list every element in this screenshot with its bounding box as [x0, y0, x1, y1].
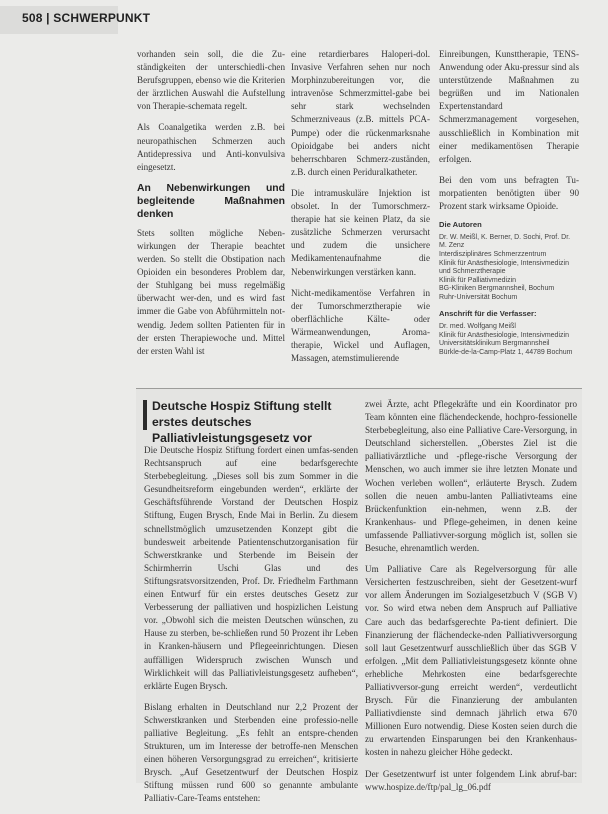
page-number: 508: [22, 11, 43, 25]
affiliation: Klinik für Palliativmedizin: [439, 276, 517, 284]
body-paragraph: Nicht-medikamentöse Verfahren in der Tumorschmerztherapie wie oberflächliche Kälte- oder Wärmeanwendungen, Aroma-therapie, Wickel und Auflagen, Massagen, atemstimulierende: [291, 287, 430, 364]
subheading: An Nebenwirkungen und begleitende Maßnahmen denken: [137, 182, 285, 220]
article-column-2: [291, 48, 430, 373]
author-names: Dr. W. Meißl, K. Berner, D. Sochi, Prof. Dr. M. Zenz: [439, 233, 571, 250]
correspondence-line: Bürkle-de-la-Camp-Platz 1, 44789 Bochum: [439, 348, 573, 356]
correspondence-name: Dr. med. Wolfgang Meißl: [439, 323, 516, 331]
affiliation: Interdisziplinäres Schmerzzentrum: [439, 250, 547, 258]
correspondence-line: Klinik für Anästhesiologie, Intensivmedizin: [439, 331, 569, 339]
box-paragraph: Um Palliative Care als Regelversorgung für alle Versicherten festzuschreiben, sieht der Gesetzent-wurf vor allem Änderungen im Sozialgesetzbuch V (SGB V) vor. So wird etwa neben dem Anspruch auf Palliative Care auch das bedarfsgerechte Pa-tient definiert. Die Finanzierung der flächendecke-nden Palliativversorgung soll laut Gesetzentwurf ausschließlich über das SGB V erfolgen. „Mit dem Palliativleistungsgesetz könnte ohne erhebliche Mehrkosten eine bedarfsgerechte Palliativversor-gung erreicht werden“, verdeutlicht Brysch. Für die Finanzierung der ambulanten Palliativdienste sind demnach jährlich etwa 670 Millionen Euro notwendig. Diese Kosten seien durch die zu erwartenden Einsparungen bei den Krankenhaus-kosten in nahezu gleicher Höhe gedeckt.: [365, 564, 577, 758]
body-paragraph: Stets sollten mögliche Neben-wirkungen der Therapie beachtet werden. So stellt die Obstipation nach Opioiden ein besonderes Problem dar, der Stuhlgang bei muss regelmäßig überwacht wer-den, und es wird fast immer die Gabe von Abführmitteln not-wendig. Jedem sollten Patienten für in der ersten Therapiewoche und. Mittel der ersten Wahl ist: [137, 227, 285, 356]
body-paragraph: eine retardierbares Haloperi-dol. Invasive Verfahren sehen nur noch Morphinzubereitungen vor, die intravenöse Schmerzmittel-gabe bei sehr stark wechselnden Schmerzniveaus (z.B. mittels PCA-Pumpe) oder die rückenmarksnahe Opioidgabe bei anders nicht beherrschbaren Schmerz-zuständen, z.B. durch einen Periduralkatheter.: [291, 49, 430, 177]
body-paragraph: Bei den vom uns befragten Tu-morpatienten benötigten über 90 Prozent stark wirksame Opioide.: [439, 174, 579, 212]
correspondence-label: Anschrift für die Verfasser:: [439, 309, 537, 319]
affiliation: Klinik für Anästhesiologie, Intensivmedizin und Schmerztherapie: [439, 259, 569, 276]
correspondence-line: Universitätsklinikum Bergmannsheil: [439, 340, 550, 348]
affiliation: BG-Kliniken Bergmannsheil, Bochum: [439, 285, 555, 293]
body-paragraph: Die intramuskuläre Injektion ist obsolet. In der Tumorschmerz-therapie hat sie keinen Platz, da sie zusätzliche Schmerzen verursacht und zudem die unsichere Medikamentenaufnahme die Nebenwirkungen verstärken kann.: [291, 187, 430, 277]
box-paragraph: Die Deutsche Hospiz Stiftung fordert einen umfas-senden Rechtsanspruch auf eine bedarfsgerechte Sterbebegleitung. „Dieses soll bis zum Sommer in die Gesundheitsreform eingebunden werden“, erklärte der Geschäftsführende Vorstand der Deutschen Hospiz Stiftung, Eugen Brysch, Ende Mai in Berlin. Zu diesem schnellstmöglich umzusetzenden Konzept gibt die bundesweit arbeitende Patientenschutzorganisation für Schwerstkranke und Sterbende im Beisein der Schirmherrin Uschi Glas und des Stiftungsratsvorsitzenden, Prof. Dr. Friedhelm Farthmann einen Entwurf für ein erstes deutsches Gesetz zur Verbesserung der palliativen und hospizlichen Leistung vor. „Obwohl sich die meisten Deutschen wünschen, zu Hause zu sterben, be-schließen rund 50 Prozent ihr Leben in Kranken-häusern und Pflegeeinrichtungen. Diesen auffälligen Widerspruch zwischen Wunsch und Wirklichkeit will das Palliativleistungsgesetz aufheben“, erklärte Eugen Brysch.: [144, 445, 358, 691]
header-separator: |: [46, 11, 50, 25]
affiliation: Ruhr-Universität Bochum: [439, 293, 518, 301]
box-paragraph: Bislang erhalten in Deutschland nur 2,2 Prozent der Schwerstkranken und Sterbenden eine professio-nelle palliative Begleitung. „Es fehlt an entspre-chenden Strukturen, um im Interesse der betroffe-nen Menschen einen höheren Versorgungsgrad zu erreichen“, kritisierte Brysch. „Auf Gesetzentwurf der Deutschen Hospiz Stiftung müssen rund 600 so genannte ambulante Palliativ-Care-Teams entstehen:: [144, 701, 358, 804]
article-column-1: [137, 48, 285, 366]
running-header: [22, 11, 150, 25]
author-info: [439, 221, 579, 357]
box-paragraph: zwei Ärzte, acht Pflegekräfte und ein Koordinator pro Team könnten eine flächendeckende, hochpro-fessionelle Sterbebegleitung, also eine Palliative Care-Versorgung, in Deutschland sicherstellen. „Oberstes Ziel ist die palliativärztliche und -pflege-rische Versorgung der Menschen, wo auch immer sie ihre letzten Monate und Wochen verleben wollen“, erläuterte Brysch. Zudem sollen die neuen ambu-lanten Palliativteams eine Brückenfunktion ein-nehmen, wenn z.B. der Krankenhaus- und Pflege-geheimen, in denen keine umfassende Palliativver-sorgung möglich ist, sollen sie Besuche, ehrenamtlich werden.: [365, 399, 577, 554]
box-paragraph: Der Gesetzentwurf ist unter folgendem Link abruf-bar: www.hospize.de/ftp/pal_lg_06.pdf: [365, 768, 577, 792]
article-column-3: [439, 48, 579, 365]
body-paragraph: Als Coanalgetika werden z.B. bei neuropathischen Schmerzen auch Antidepressiva und Anti-konvulsiva eingesetzt.: [137, 122, 285, 172]
box-column-left: [144, 444, 358, 814]
body-paragraph: Einreibungen, Kunsttherapie, TENS-Anwendung oder Aku-pressur sind als unterstützende Maßnahmen zu begrüßen und im Nationalen Expertenstandard Schmerzmanagement vorgesehen, ausschließlich in Kombination mit einer medikamentösen Therapie erfolgen.: [439, 49, 579, 164]
box-accent-bar: [143, 400, 147, 430]
box-column-right: [365, 398, 577, 802]
section-title: SCHWERPUNKT: [53, 11, 151, 25]
authors-label: Die Autoren: [439, 220, 482, 230]
box-title: Deutsche Hospiz Stiftung stellt erstes deutsches Palliativleistungsgesetz vor: [152, 399, 332, 445]
body-paragraph: vorhanden sein soll, die die Zu-ständigkeiten der unterschiedli-chen Berufsgruppen, ebenso wie die Kriterien der ärztlichen Auswahl die Aufstellung von Therapie-schemata regelt.: [137, 49, 285, 112]
